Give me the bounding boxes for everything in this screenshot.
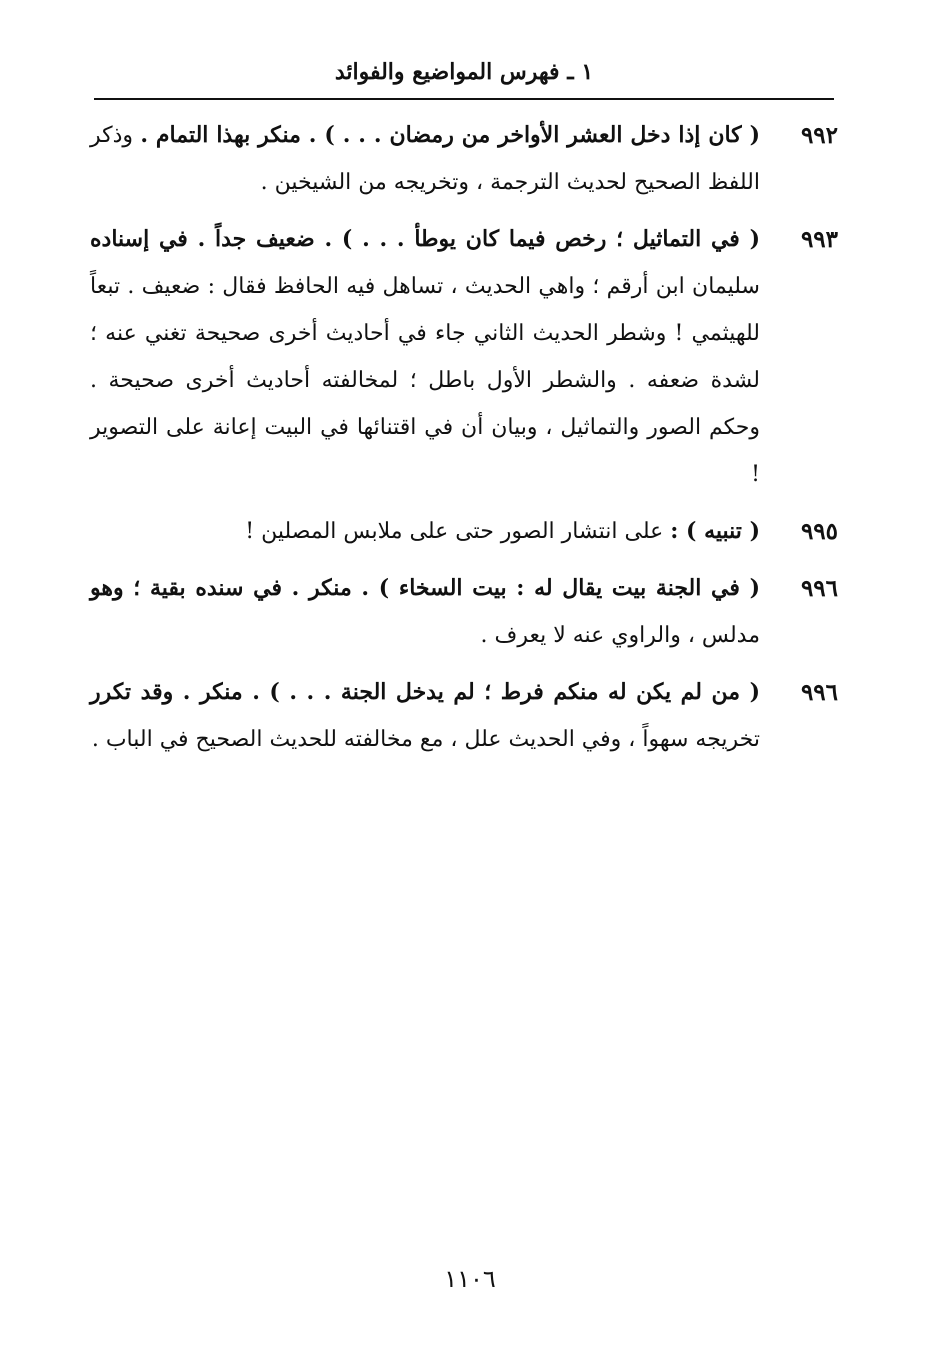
index-entry <box>90 508 838 555</box>
header-rule <box>94 98 834 100</box>
page-number: ١١٠٦ <box>444 1265 496 1293</box>
entry-comment: مدلس ، والراوي عنه لا يعرف . <box>480 623 760 648</box>
entry-number: ٩٩٥ <box>800 518 838 545</box>
entry-comment: سليمان ابن أرقم ؛ واهي الحديث ، تساهل فيه الحافظ فقال : ضعيف . تبعاً للهيثمي ! وشطر الحديث الثاني جاء في أحاديث أخرى صحيحة تغني عنه ؛ لشدة ضعفه . والشطر الأول باطل ؛ لمخالفته أحاديث أخرى صحيحة . وحكم الصور والتماثيل ، وبيان أن في اقتنائها في البيت إعانة على التصوير ! <box>90 274 760 487</box>
hadith-text: ( في الجنة بيت يقال له : بيت السخاء ) . منكر . في سنده بقية ؛ وهو <box>90 575 760 601</box>
entry-number: ٩٩٣ <box>800 226 838 253</box>
running-header: ١ ـ فهرس المواضيع والفوائد <box>334 59 594 85</box>
hadith-text: ( من لم يكن له منكم فرط ؛ لم يدخل الجنة . . . ) . منكر . وقد تكرر <box>90 679 760 705</box>
entry-comment: وذكر اللفظ الصحيح لحديث الترجمة ، وتخريجه من الشيخين . <box>90 123 760 195</box>
entry-text <box>90 565 760 659</box>
index-entry <box>90 216 838 498</box>
hadith-text: ( كان إذا دخل العشر الأواخر من رمضان . . . ) . منكر بهذا التمام . <box>140 122 760 148</box>
entry-number: ٩٩٦ <box>800 575 838 602</box>
index-entries <box>90 112 838 773</box>
hadith-text: ( تنبيه ) : <box>670 518 760 544</box>
index-entry <box>90 565 838 659</box>
entry-text <box>90 216 760 498</box>
entry-text <box>90 112 760 206</box>
index-entry <box>90 669 838 763</box>
entry-number: ٩٩٢ <box>800 122 838 149</box>
entry-number: ٩٩٦ <box>800 679 838 706</box>
entry-text <box>90 508 760 555</box>
hadith-text: ( في التماثيل ؛ رخص فيما كان يوطأ . . . ) . ضعيف جداً . في إسناده <box>90 226 760 252</box>
entry-text <box>90 669 760 763</box>
entry-comment: تخريجه سهواً ، وفي الحديث علل ، مع مخالفته للحديث الصحيح في الباب . <box>91 727 760 752</box>
entry-comment: على انتشار الصور حتى على ملابس المصلين ! <box>245 519 664 544</box>
index-entry <box>90 112 838 206</box>
